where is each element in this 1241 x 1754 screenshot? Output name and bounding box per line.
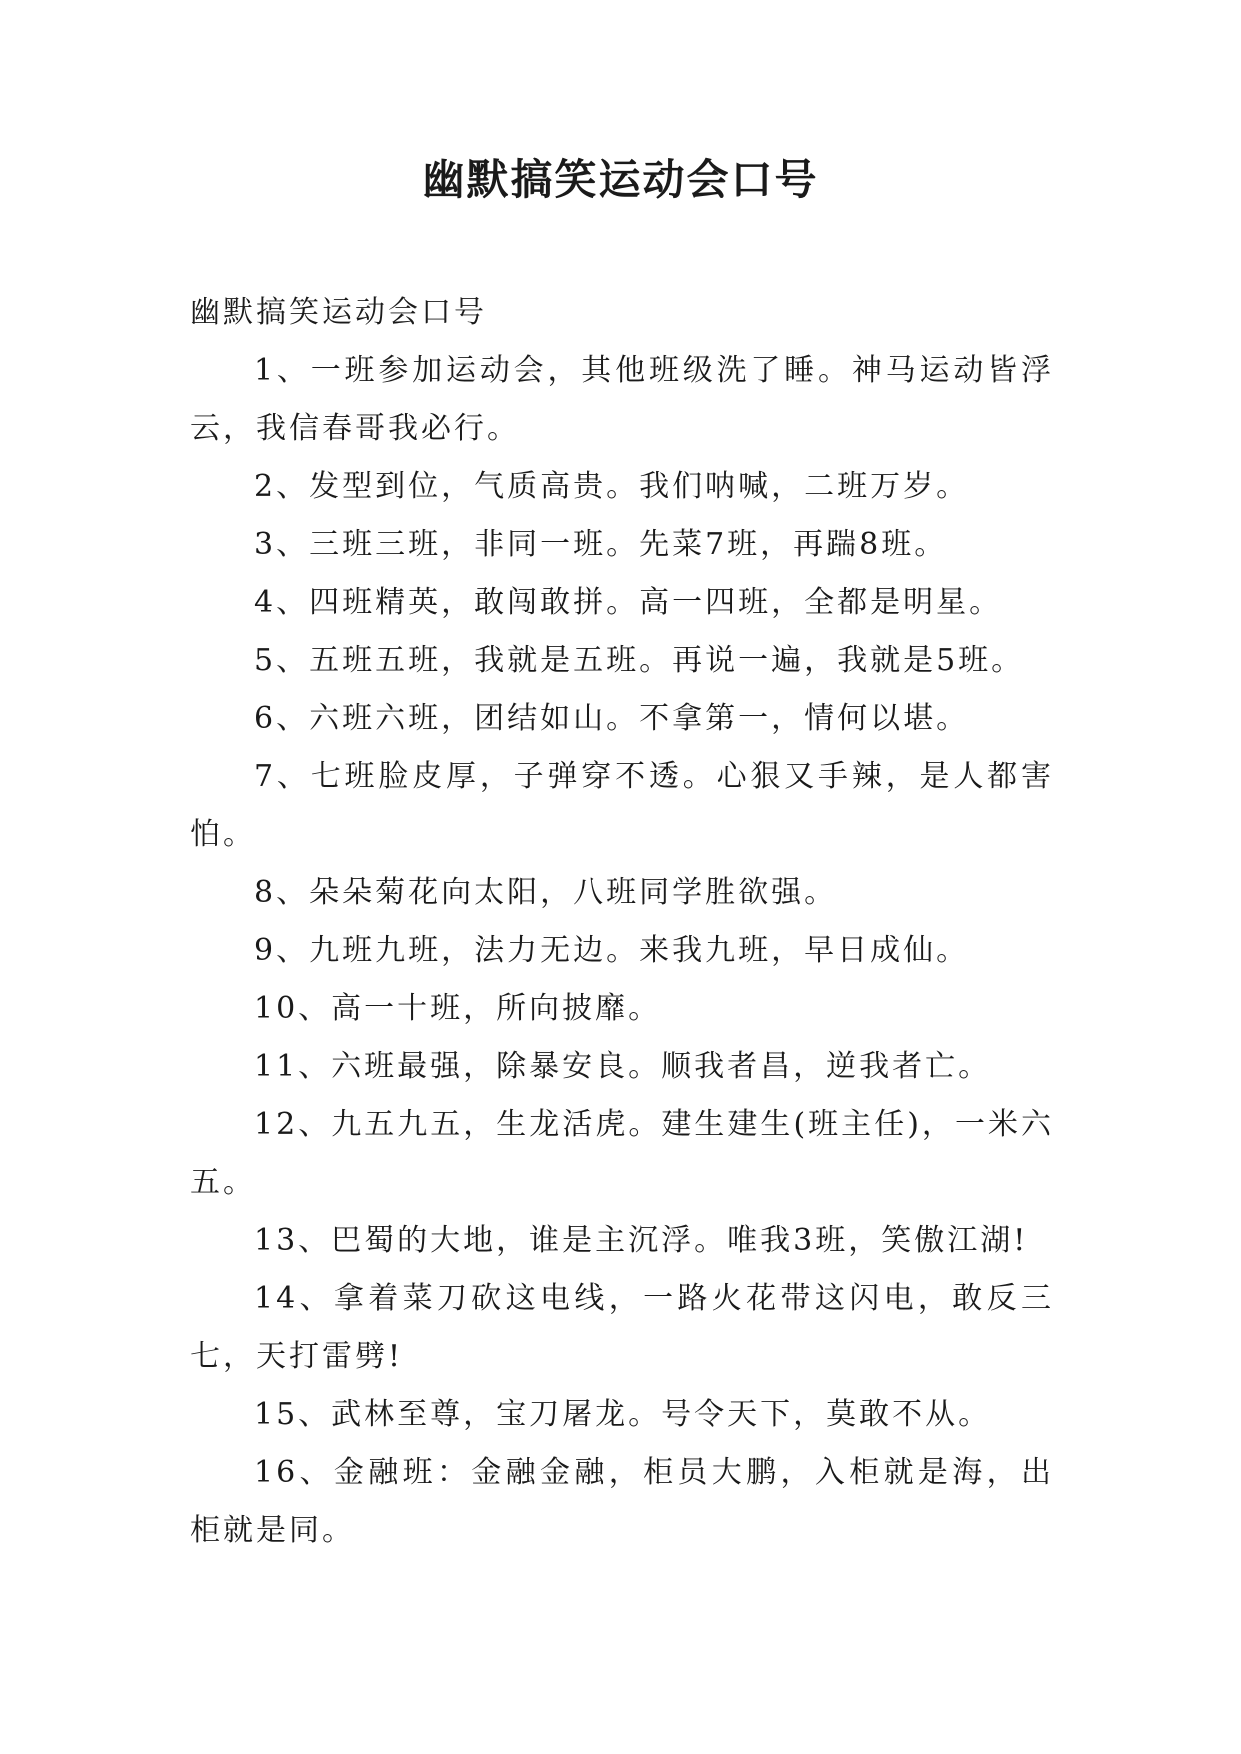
slogan-item: 11、六班最强，除暴安良。顺我者昌，逆我者亡。 (254, 1049, 992, 1084)
slogan-item: 8、朵朵菊花向太阳，八班同学胜欲强。 (254, 875, 838, 910)
slogan-item: 1、一班参加运动会，其他班级洗了睡。神马运动皆浮云，我信春哥我必行。 (190, 353, 1054, 446)
document-subtitle: 幽默搞笑运动会口号 (190, 295, 487, 330)
slogan-item: 16、金融班：金融金融，柜员大鹏，入柜就是海，出柜就是同。 (190, 1455, 1054, 1548)
slogan-item: 14、拿着菜刀砍这电线，一路火花带这闪电，敢反三七，天打雷劈! (190, 1281, 1054, 1374)
document-title: 幽默搞笑运动会口号 (422, 155, 819, 204)
slogan-item: 3、三班三班，非同一班。先菜7班，再踹8班。 (254, 527, 948, 562)
slogan-item: 12、九五九五，生龙活虎。建生建生(班主任)，一米六五。 (190, 1107, 1054, 1200)
slogan-item: 5、五班五班，我就是五班。再说一遍，我就是5班。 (254, 643, 1025, 678)
slogan-item: 13、巴蜀的大地，谁是主沉浮。唯我3班，笑傲江湖! (254, 1223, 1029, 1258)
document-body (190, 284, 1054, 1560)
slogan-item: 9、九班九班，法力无边。来我九班，早日成仙。 (254, 933, 970, 968)
slogan-item: 6、六班六班，团结如山。不拿第一，情何以堪。 (254, 701, 970, 736)
slogan-item: 15、武林至尊，宝刀屠龙。号令天下，莫敢不从。 (254, 1397, 992, 1432)
slogan-item: 7、七班脸皮厚，子弹穿不透。心狠又手辣，是人都害怕。 (190, 759, 1054, 852)
slogan-item: 2、发型到位，气质高贵。我们呐喊，二班万岁。 (254, 469, 970, 504)
slogan-item: 4、四班精英，敢闯敢拼。高一四班，全都是明星。 (254, 585, 1003, 620)
slogan-item: 10、高一十班，所向披靡。 (254, 991, 662, 1026)
